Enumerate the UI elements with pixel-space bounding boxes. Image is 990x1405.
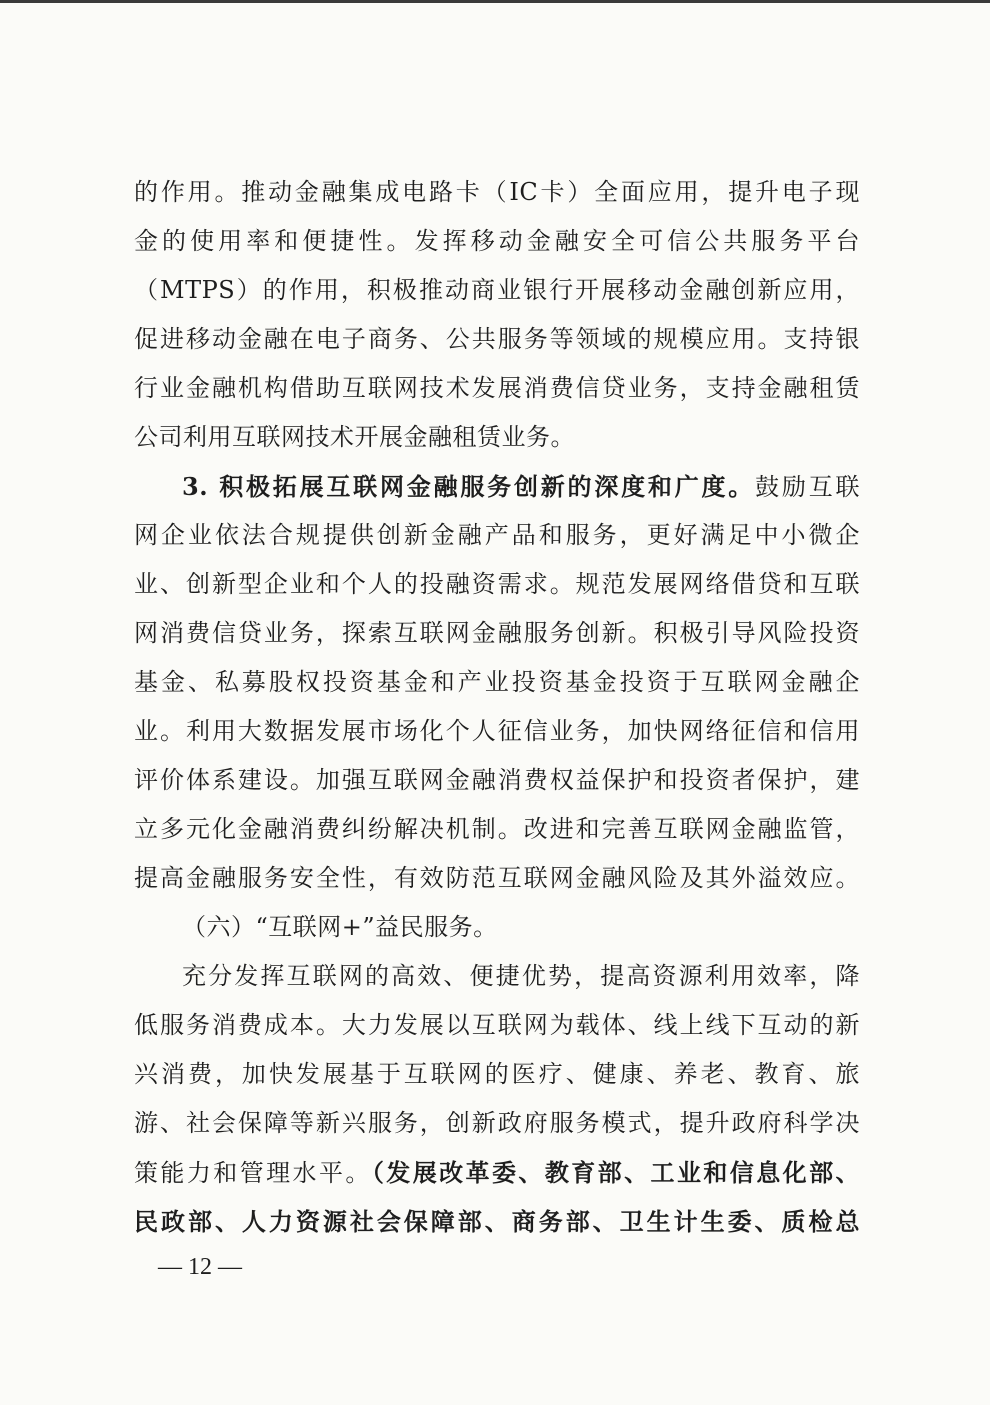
- text-line: 提高金融服务安全性，有效防范互联网金融风险及其外溢效应。: [134, 864, 860, 892]
- scan-top-edge: [0, 0, 990, 3]
- item-3-first-line: [134, 462, 860, 511]
- text-line: 兴消费，加快发展基于互联网的医疗、健康、养老、教育、旅: [134, 1060, 860, 1088]
- text-line: 业。利用大数据发展市场化个人征信业务，加快网络征信和信用: [134, 717, 860, 745]
- text-line: 公司利用互联网技术开展金融租赁业务。: [134, 423, 575, 451]
- text-line: 促进移动金融在电子商务、公共服务等领域的规模应用。支持银: [134, 325, 860, 353]
- text-line: 网消费信贷业务，探索互联网金融服务创新。积极引导风险投资: [134, 619, 860, 647]
- text-line: 评价体系建设。加强互联网金融消费权益保护和投资者保护，建: [134, 766, 860, 794]
- text-line: 业、创新型企业和个人的投融资需求。规范发展网络借贷和互联: [134, 570, 860, 598]
- text-line: 基金、私募股权投资基金和产业投资基金投资于互联网金融企: [134, 668, 860, 696]
- text-line: 网企业依法合规提供创新金融产品和服务，更好满足中小微企: [134, 521, 860, 549]
- text-fragment: 策能力和管理水平。: [134, 1159, 372, 1187]
- document-body: [134, 168, 860, 1246]
- text-line: 的作用。推动金融集成电路卡（IC卡）全面应用，提升电子现: [134, 178, 860, 206]
- page-number: — 12 —: [158, 1254, 242, 1280]
- section-6-heading: （六）“互联网+”益民服务。: [182, 913, 498, 941]
- item-3-title: 3. 积极拓展互联网金融服务创新的深度和广度。: [182, 472, 756, 501]
- text-line: 游、社会保障等新兴服务，创新政府服务模式，提升政府科学决: [134, 1109, 860, 1137]
- departments-list-start: （发展改革委、教育部、工业和信息化部、: [371, 1158, 861, 1187]
- text-line: 立多元化金融消费纠纷解决机制。改进和完善互联网金融监管，: [134, 815, 860, 843]
- text-line: 低服务消费成本。大力发展以互联网为载体、线上线下互动的新: [134, 1011, 860, 1039]
- text-line: 金的使用率和便捷性。发挥移动金融安全可信公共服务平台: [134, 227, 860, 255]
- text-line: 行业金融机构借助互联网技术发展消费信贷业务，支持金融租赁: [134, 374, 860, 402]
- departments-line-2: 民政部、人力资源社会保障部、商务部、卫生计生委、质检总: [134, 1207, 860, 1236]
- text-line: （MTPS）的作用，积极推动商业银行开展移动金融创新应用，: [134, 276, 860, 304]
- departments-line-1: [134, 1148, 860, 1197]
- item-3-first-line-rest: 鼓励互联: [755, 473, 860, 501]
- text-line: 充分发挥互联网的高效、便捷优势，提高资源利用效率，降: [182, 962, 860, 990]
